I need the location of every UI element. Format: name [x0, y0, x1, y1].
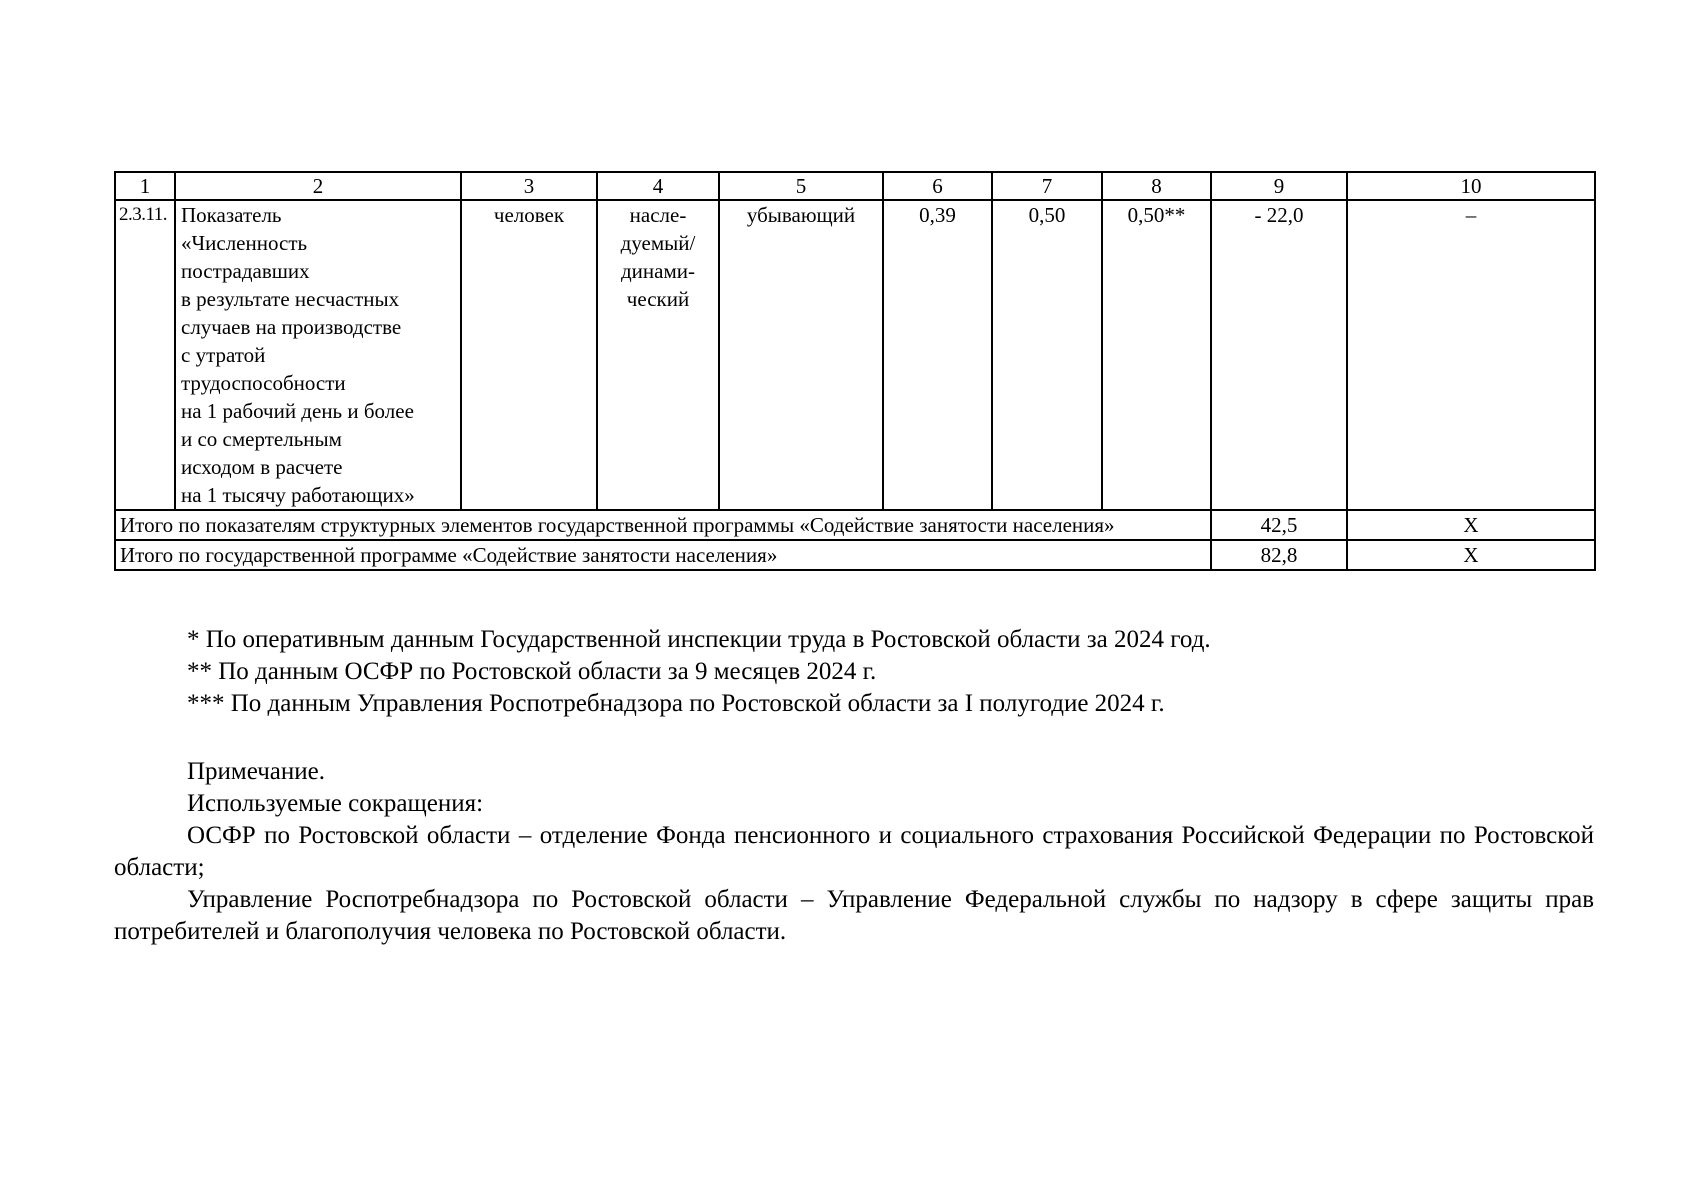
header-cell: 1: [115, 172, 175, 200]
indicator-name-line: пострадавших: [181, 259, 310, 283]
footnote: ** По данным ОСФР по Ростовской области за 9 месяцев 2024 г.: [187, 658, 877, 685]
direction-cell: убывающий: [719, 200, 883, 510]
indicator-name-line: в результате несчастных: [181, 287, 400, 311]
indicator-name-line: трудоспособности: [181, 371, 346, 395]
total-label: Итого по показателям структурных элементов государственной программы «Содействие занятости населения»: [115, 510, 1211, 540]
header-cell: 8: [1102, 172, 1211, 200]
remarks-title: Примечание.: [187, 758, 326, 785]
indicator-type-line: дуемый/: [620, 231, 696, 255]
indicator-name-line: на 1 рабочий день и более: [181, 399, 414, 423]
indicator-name-line: «Численность: [181, 231, 308, 255]
header-cell: 3: [461, 172, 597, 200]
table-row: [115, 200, 1595, 510]
total-value: 42,5: [1211, 510, 1347, 540]
indicators-table: [114, 171, 1596, 571]
indicator-type-cell: [597, 200, 719, 510]
table-header-row: [115, 172, 1595, 200]
indicator-name-line: исходом в расчете: [181, 455, 343, 479]
unit-cell: человек: [461, 200, 597, 510]
header-cell: 10: [1347, 172, 1595, 200]
footnotes: [114, 624, 1594, 720]
remarks-section: [114, 756, 1594, 948]
total-value: 82,8: [1211, 540, 1347, 570]
indicator-name: [175, 200, 461, 510]
col8-cell: 0,50**: [1102, 200, 1211, 510]
remarks-subtitle: Используемые сокращения:: [187, 790, 484, 817]
total-row-program: [115, 540, 1595, 570]
indicator-type-line: динами-: [620, 259, 695, 283]
header-cell: 6: [883, 172, 992, 200]
col7-cell: 0,50: [992, 200, 1102, 510]
col9-cell: - 22,0: [1211, 200, 1347, 510]
indicator-name-line: случаев на производстве: [181, 315, 402, 339]
abbreviation-item: Управление Роспотребнадзора по Ростовской области – Управление Федеральной службы по надзору в сфере защиты прав потребителей и благополучия человека по Ростовской области.: [114, 886, 1594, 945]
total-mark: X: [1347, 540, 1595, 570]
indicator-name-line: и со смертельным: [181, 427, 342, 451]
header-cell: 4: [597, 172, 719, 200]
indicator-type-line: ческий: [626, 287, 690, 311]
total-label: Итого по государственной программе «Содействие занятости населения»: [115, 540, 1211, 570]
indicator-name-line: с утратой: [181, 343, 266, 367]
indicator-name-line: Показатель: [181, 203, 282, 227]
col10-cell: –: [1347, 200, 1595, 510]
col6-cell: 0,39: [883, 200, 992, 510]
header-cell: 2: [175, 172, 461, 200]
header-cell: 5: [719, 172, 883, 200]
header-cell: 7: [992, 172, 1102, 200]
footnote: *** По данным Управления Роспотребнадзора по Ростовской области за I полугодие 2024 г.: [187, 690, 1165, 717]
total-row-structural: [115, 510, 1595, 540]
indicator-name-line: на 1 тысячу работающих»: [181, 483, 415, 507]
abbreviation-item: ОСФР по Ростовской области – отделение Фонда пенсионного и социального страхования Российской Федерации по Ростовской области;: [114, 822, 1594, 881]
footnote: * По оперативным данным Государственной инспекции труда в Ростовской области за 2024 год.: [187, 626, 1211, 653]
total-mark: X: [1347, 510, 1595, 540]
indicator-type-line: насле-: [629, 203, 687, 227]
indicator-code: 2.3.11.: [115, 200, 175, 510]
header-cell: 9: [1211, 172, 1347, 200]
